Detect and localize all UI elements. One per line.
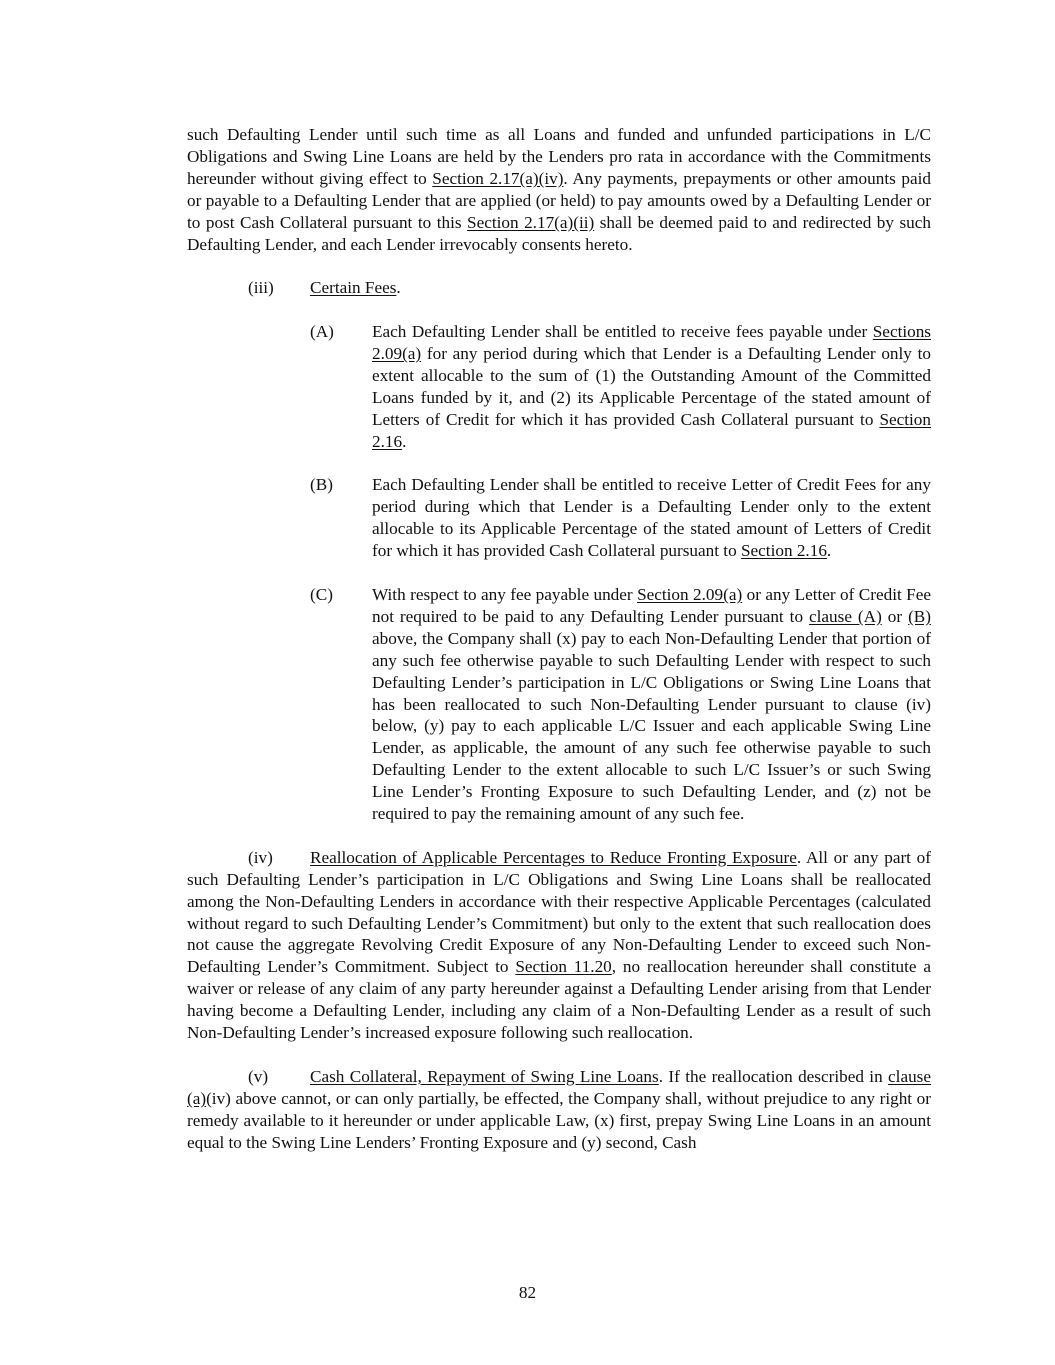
clause-heading: Reallocation of Applicable Percentages to Reduce Fronting Exposure bbox=[310, 847, 797, 867]
cross-reference: clause (A) bbox=[809, 606, 882, 626]
cross-reference: Section 11.20 bbox=[515, 957, 612, 977]
clause-v: (v) Cash Collateral, Repayment of Swing Line Loans. If the reallocation described in clause (a)(iv) above cannot, or can only partially, be effected, the Company shall, without prejudice to any right or remedy available to it hereunder or under applicable Law, (x) first, prepay Swing Line Loans in an amount equal to the Swing Line Lenders’ Fronting Exposure and (y) second, Cash bbox=[187, 1066, 931, 1152]
page-number: 82 bbox=[518, 1283, 537, 1302]
clause-label: (v) bbox=[248, 1066, 269, 1086]
cross-reference: Section 2.17(a)(iv) bbox=[432, 168, 564, 188]
clause-label: (iv) bbox=[248, 847, 273, 867]
clause-C: (C) With respect to any fee payable under Section 2.09(a) or any Letter of Credit Fee not required to be paid to any Defaulting Lender pursuant to clause (A) or (B) above, the Company shall (x) pay to each Non-Defaulting Lender that portion of any such fee otherwise payable to such Defaulting Lender with respect to such Defaulting Lender’s participation in L/C Obligations or Swing Line Loans that has been reallocated to such Non-Defaulting Lender pursuant to clause (iv) below, (y) pay to each applicable L/C Issuer and each applicable Swing Line Lender, as applicable, the amount of any such fee otherwise payable to such Defaulting Lender to the extent allocable to such L/C Issuer’s or such Swing Line Lender’s Fronting Exposure to such Defaulting Lender, and (z) not be required to pay the remaining amount of any such fee. bbox=[310, 584, 931, 824]
clause-heading: Cash Collateral, Repayment of Swing Line Loans bbox=[310, 1066, 659, 1086]
document-page bbox=[187, 124, 931, 1154]
clause-label: (iii) bbox=[248, 278, 274, 298]
cross-reference: clause (a) bbox=[187, 1066, 931, 1108]
cross-reference: Section 2.09(a) bbox=[637, 584, 743, 604]
cross-reference: Section 2.16 bbox=[740, 541, 827, 561]
clause-B: (B) Each Defaulting Lender shall be entitled to receive Letter of Credit Fees for any period during which that Lender is a Defaulting Lender only to the extent allocable to its Applicable Percentage of the stated amount of Letters of Credit for which it has provided Cash Collateral pursuant to Section 2.16. bbox=[310, 475, 931, 561]
clause-label: (A) bbox=[310, 322, 334, 342]
clause-A: (A) Each Defaulting Lender shall be entitled to receive fees payable under Sections 2.09(a) for any period during which that Lender is a Defaulting Lender only to extent allocable to the sum of (1) the Outstanding Amount of the Committed Loans funded by it, and (2) its Applicable Percentage of the stated amount of Letters of Credit for which it has provided Cash Collateral pursuant to Section 2.16. bbox=[310, 322, 931, 451]
clause-heading: Certain Fees bbox=[310, 278, 397, 298]
cross-reference: (B) bbox=[908, 606, 931, 626]
clause-iv: (iv) Reallocation of Applicable Percentages to Reduce Fronting Exposure. All or any part of such Defaulting Lender’s participation in L/C Obligations and Swing Line Loans shall be reallocated among the Non-Defaulting Lenders in accordance with their respective Applicable Percentages (calculated without regard to such Defaulting Lender’s Commitment) but only to the extent that such reallocation does not cause the aggregate Revolving Credit Exposure of any Non-Defaulting Lender to exceed such Non-Defaulting Lender’s Commitment. Subject to Section 11.20, no reallocation hereunder shall constitute a waiver or release of any claim of any party hereunder against a Defaulting Lender arising from that Lender having become a Defaulting Lender, including any claim of a Non-Defaulting Lender as a result of such Non-Defaulting Lender’s increased exposure following such reallocation. bbox=[187, 847, 931, 1043]
clause-label: (C) bbox=[310, 584, 333, 604]
cross-reference: Sections 2.09(a) bbox=[372, 322, 931, 364]
cross-reference: Section 2.16 bbox=[372, 409, 931, 451]
clause-iii-heading: (iii) Certain Fees. bbox=[248, 278, 401, 298]
clause-label: (B) bbox=[310, 475, 333, 495]
paragraph-continuation: such Defaulting Lender until such time as all Loans and funded and unfunded participations in L/C Obligations and Swing Line Loans are held by the Lenders pro rata in accordance with the Commitments hereunder without giving effect to Section 2.17(a)(iv). Any payments, prepayments or other amounts paid or payable to a Defaulting Lender that are applied (or held) to pay amounts owed by a Defaulting Lender or to post Cash Collateral pursuant to this Section 2.17(a)(ii) shall be deemed paid to and redirected by such Defaulting Lender, and each Lender irrevocably consents hereto. bbox=[187, 125, 931, 254]
cross-reference: Section 2.17(a)(ii) bbox=[467, 212, 595, 232]
